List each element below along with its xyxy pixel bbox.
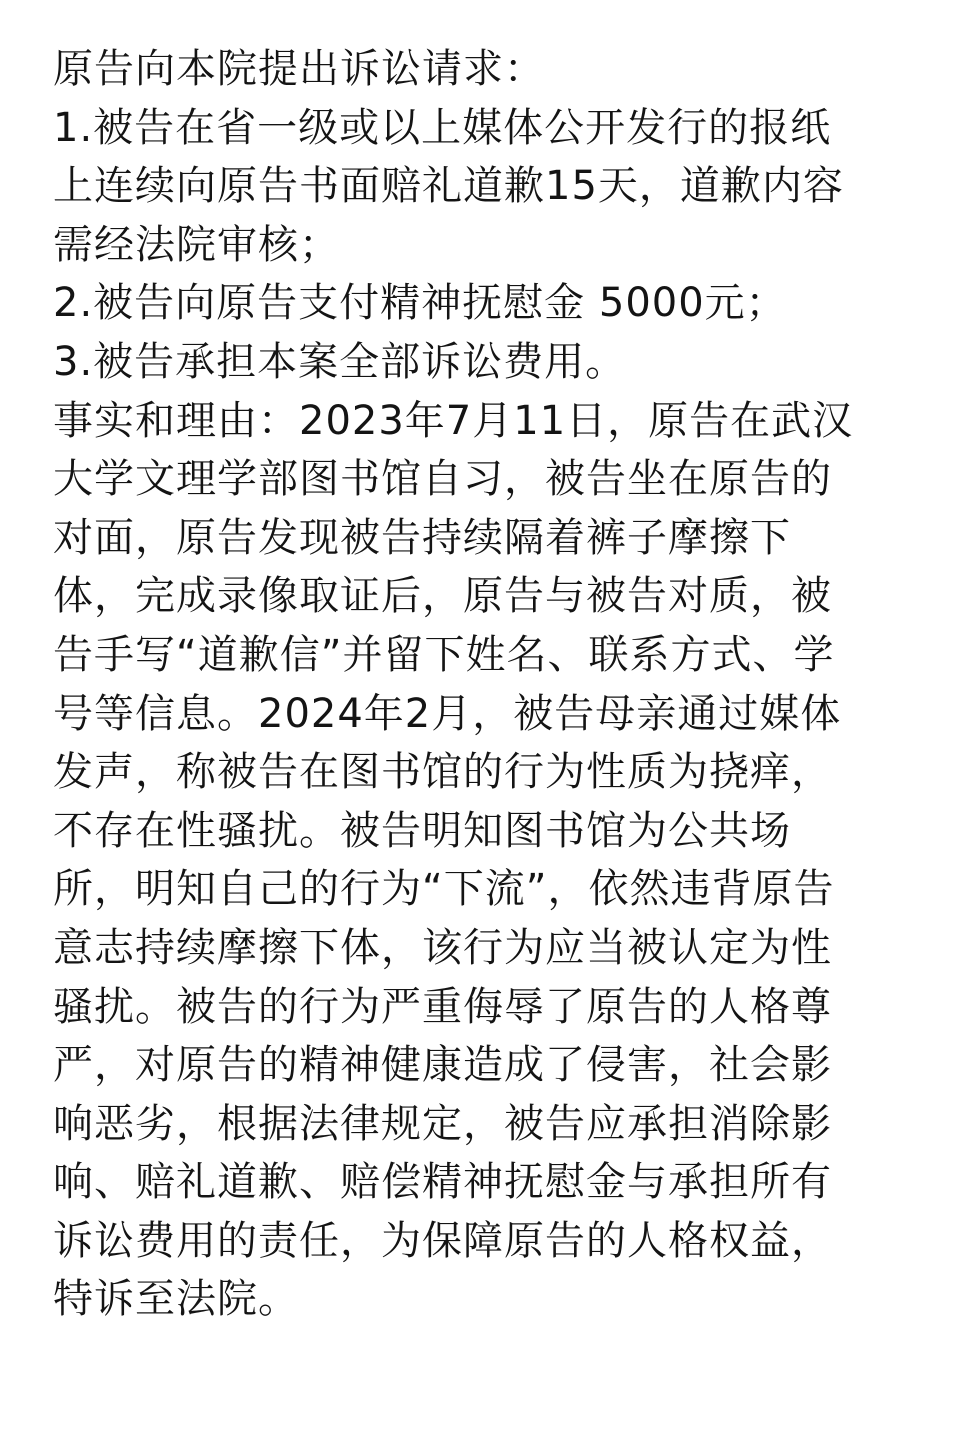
text-line: 特诉至法院。 xyxy=(53,1276,299,1323)
text-line: 1.被告在省一级或以上媒体公开发行的报纸 xyxy=(53,104,832,151)
document-text xyxy=(53,40,933,1329)
text-line: 发声，称被告在图书馆的行为性质为挠痒， xyxy=(53,749,832,796)
text-line: 2.被告向原告支付精神抚慰金 5000元； xyxy=(53,280,787,327)
text-line: 原告向本院提出诉讼请求： xyxy=(53,46,545,92)
text-line: 意志持续摩擦下体，该行为应当被认定为性 xyxy=(53,924,832,971)
text-line: 诉讼费用的责任，为保障原告的人格权益， xyxy=(53,1217,832,1264)
text-line: 体，完成录像取证后，原告与被告对质，被 xyxy=(53,573,832,620)
text-line: 号等信息。2024年2月，被告母亲通过媒体 xyxy=(53,690,842,737)
text-line: 大学文理学部图书馆自习，被告坐在原告的 xyxy=(53,456,832,503)
text-line: 上连续向原告书面赔礼道歉15天，道歉内容 xyxy=(53,163,844,210)
text-line: 严，对原告的精神健康造成了侵害，社会影 xyxy=(53,1042,832,1089)
text-line: 事实和理由：2023年7月11日，原告在武汉 xyxy=(53,397,854,444)
text-line: 3.被告承担本案全部诉讼费用。 xyxy=(53,338,627,385)
text-line: 对面，原告发现被告持续隔着裤子摩擦下 xyxy=(53,514,791,561)
text-line: 骚扰。被告的行为严重侮辱了原告的人格尊 xyxy=(53,983,832,1030)
text-line: 响恶劣，根据法律规定，被告应承担消除影 xyxy=(53,1100,832,1147)
text-line: 需经法院审核； xyxy=(53,221,340,268)
text-line: 所，明知自己的行为“下流”，依然违背原告 xyxy=(53,866,835,913)
text-line: 响、赔礼道歉、赔偿精神抚慰金与承担所有 xyxy=(53,1159,832,1206)
text-line: 告手写“道歉信”并留下姓名、联系方式、学 xyxy=(53,631,835,678)
text-line: 不存在性骚扰。被告明知图书馆为公共场 xyxy=(53,807,791,854)
